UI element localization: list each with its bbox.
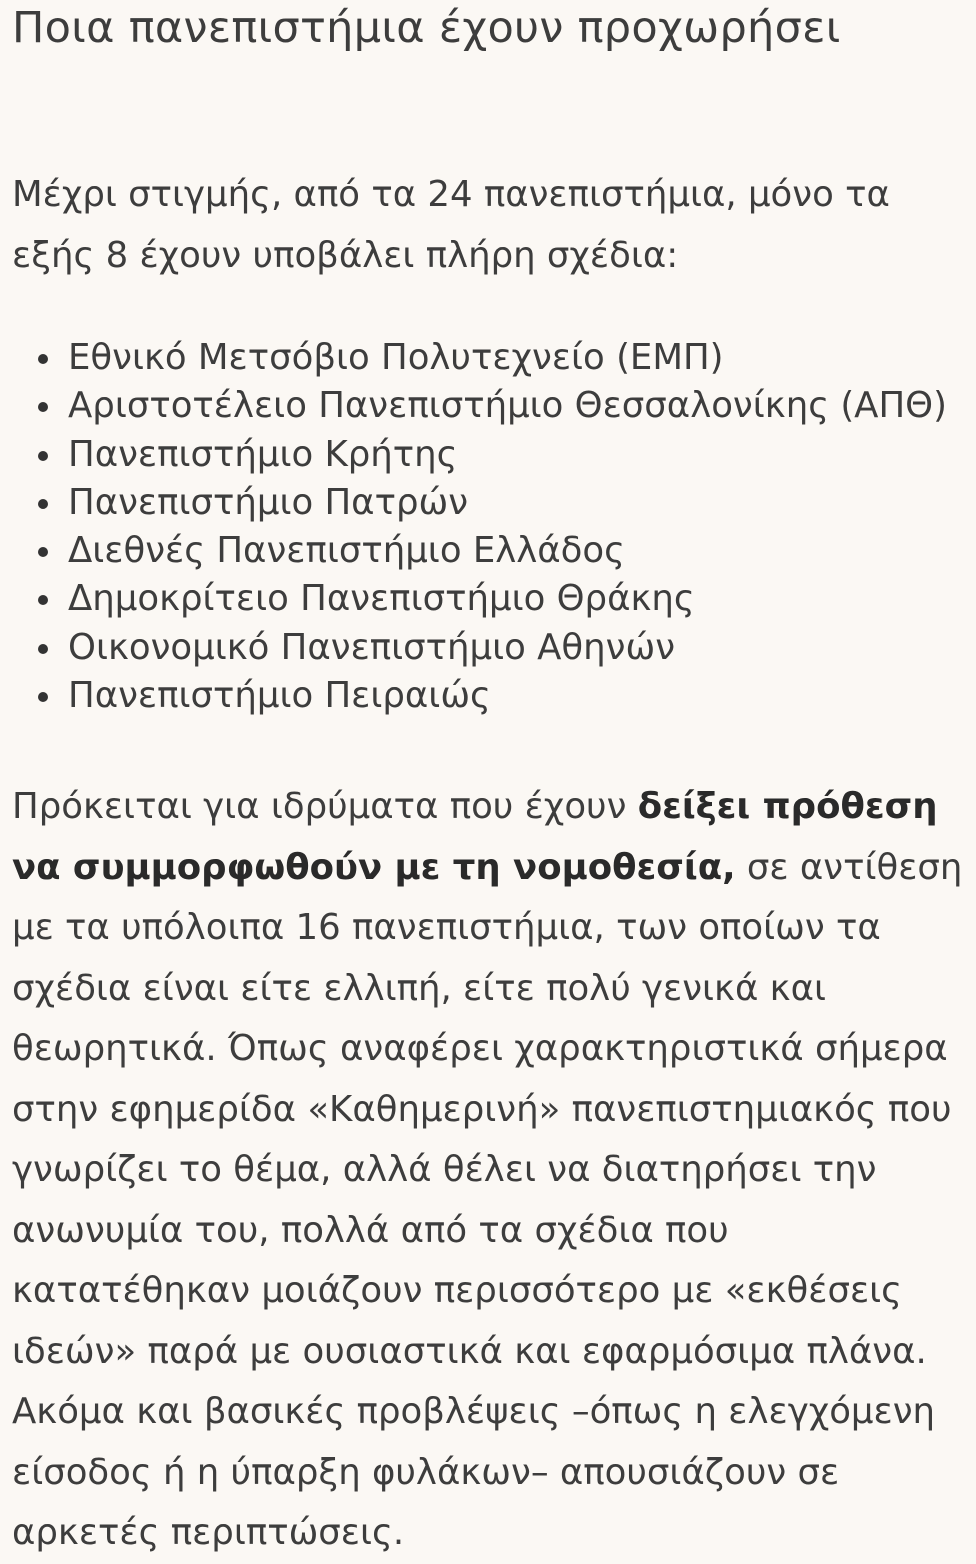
list-item-label: Δημοκρίτειο Πανεπιστήμιο Θράκης [68, 578, 695, 620]
intro-paragraph: Μέχρι στιγμής, από τα 24 πανεπιστήμια, μόνο τα εξής 8 έχουν υποβάλει πλήρη σχέδια: [12, 174, 890, 276]
bullet-icon [38, 354, 48, 364]
list-item [68, 575, 964, 623]
university-list [12, 334, 964, 720]
list-item-label: Πανεπιστήμιο Πατρών [68, 481, 469, 523]
list-item-label: Εθνικό Μετσόβιο Πολυτεχνείο (ΕΜΠ) [68, 337, 724, 378]
list-item [68, 382, 964, 430]
list-item-label: Διεθνές Πανεπιστήμιο Ελλάδος [68, 530, 625, 572]
bullet-icon [38, 402, 48, 412]
bullet-icon [38, 547, 48, 557]
list-item [68, 479, 964, 527]
body-bold-text: δείξει πρόθεση να συμμορφωθούν με τη νομοθεσία, [12, 786, 938, 888]
body-rest-text: σε αντίθεση με τα υπόλοιπα 16 πανεπιστήμια, των οποίων τα σχέδια είναι είτε ελλιπή, είτε πολύ γενικά και θεωρητικά. Όπως αναφέρει χαρακτηριστικά σήμερα στην εφημερίδα «Καθημερινή» πανεπιστημιακός που γνωρίζει το θέμα, αλλά θέλει να διατηρήσει την ανωνυμία του, πολλά από τα σχέδια που κατατέθηκαν μοιάζουν περισσότερο με «εκθέσεις ιδεών» παρά με ουσιαστικά και εφαρμόσιμα πλάνα. Ακόμα και βασικές προβλέψεις –όπως η ελεγχόμενη είσοδος ή η ύπαρξη φυλάκων– απουσιάζουν σε αρκετές περιπτώσεις. [12, 846, 963, 1554]
section-heading: Ποια πανεπιστήμια έχουν προχωρήσει [12, 3, 841, 53]
list-item [68, 431, 964, 479]
list-item [68, 624, 964, 672]
list-item-label: Οικονομικό Πανεπιστήμιο Αθηνών [68, 626, 676, 668]
list-item-label: Αριστοτέλειο Πανεπιστήμιο Θεσσαλονίκης (ΑΠΘ) [68, 385, 947, 427]
body-lead-text: Πρόκειται για ιδρύματα που έχουν [12, 786, 638, 828]
bullet-icon [38, 692, 48, 702]
list-item [68, 334, 964, 382]
bullet-icon [38, 451, 48, 461]
bullet-icon [38, 644, 48, 654]
list-item-label: Πανεπιστήμιο Κρήτης [68, 433, 458, 475]
list-item [68, 527, 964, 575]
list-item [68, 672, 964, 720]
bullet-icon [38, 499, 48, 509]
bullet-icon [38, 595, 48, 605]
list-item-label: Πανεπιστήμιο Πειραιώς [68, 675, 491, 717]
body-paragraph [12, 777, 964, 1564]
